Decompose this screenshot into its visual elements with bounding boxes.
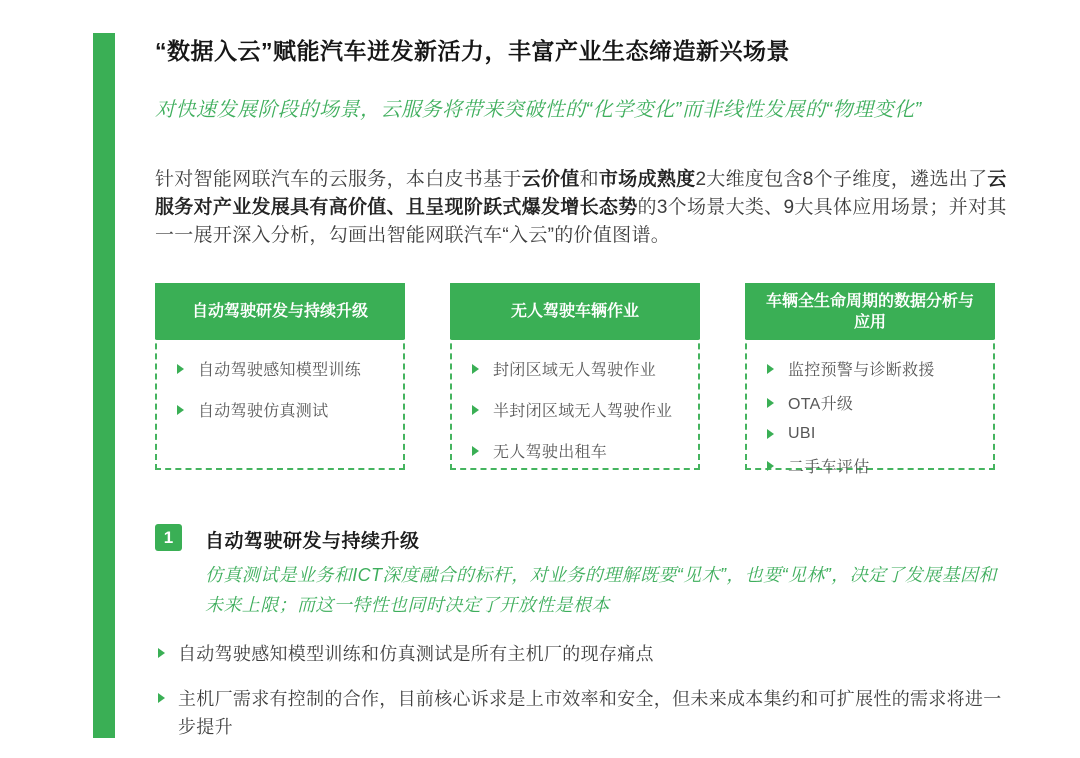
intro-segment-bold: 云价值 [521,169,580,190]
bullet-item [158,640,1010,668]
bullet-text: 主机厂需求有控制的合作，目前核心诉求是上市效率和安全，但未来成本集约和可扩展性的需求将进一步提升 [178,689,1002,737]
scenario-item-label: 自动驾驶感知模型训练 [198,362,362,379]
intro-segment-bold: 云服务对产业发展具有高价值、且呈现阶跃式爆发增长态势 [155,169,1007,218]
scenario-item [767,391,983,414]
triangle-bullet-icon [177,405,184,415]
section-quote: 仿真测试是业务和ICT深度融合的标杆，对业务的理解既要“见木”，也要“见林”，决定了发展基因和未来上限；而这一特性也同时决定了开放性是根本 [205,565,997,615]
triangle-bullet-icon [472,405,479,415]
triangle-bullet-icon [158,648,165,658]
scenario-item [472,398,688,421]
scenario-box-driverless-operation [450,283,700,470]
triangle-bullet-icon [767,429,774,439]
scenario-item [472,439,688,462]
scenario-box-items [157,340,403,421]
section-number-badge: 1 [155,524,182,551]
scenario-item [472,357,688,380]
scenario-item-label: 无人驾驶出租车 [493,444,608,461]
intro-segment: 针对智能网联汽车的云服务，本白皮书基于 [155,169,522,190]
triangle-bullet-icon [158,693,165,703]
scenario-item-label: 自动驾驶仿真测试 [198,403,329,420]
triangle-bullet-icon [767,398,774,408]
intro-segment: 2大维度包含8个子维度，遴选出了 [695,169,988,190]
scenario-item [177,398,393,421]
bullet-text: 自动驾驶感知模型训练和仿真测试是所有主机厂的现存痛点 [178,644,654,664]
triangle-bullet-icon [472,364,479,374]
scenario-item [767,454,983,477]
scenario-item [177,357,393,380]
intro-segment: 的3个场景大类、9大具体应用场景；并对其一一展开深入分析，勾画出智能网联汽车“入云”的价值图谱。 [155,197,1007,246]
scenario-item [767,425,983,443]
scenario-item [767,357,983,380]
triangle-bullet-icon [767,364,774,374]
scenario-box-items [452,340,698,462]
triangle-bullet-icon [472,446,479,456]
scenario-item-label: 半封闭区域无人驾驶作业 [493,403,673,420]
section-bullets [158,640,1010,758]
page-subtitle: 对快速发展阶段的场景，云服务将带来突破性的“化学变化”而非线性发展的“物理变化” [155,99,922,121]
scenario-item-label: 监控预警与诊断救援 [788,362,935,379]
scenario-box-lifecycle-data [745,283,995,476]
scenario-box-title: 无人驾驶车辆作业 [450,283,700,340]
intro-paragraph [155,166,1007,250]
triangle-bullet-icon [767,461,774,471]
scenario-box-title: 车辆全生命周期的数据分析与应用 [745,283,995,340]
scenario-boxes [155,283,995,476]
scenario-box-autonomous-rd [155,283,405,470]
left-accent-bar [93,33,115,738]
scenario-box-items [747,340,993,477]
scenario-box-title: 自动驾驶研发与持续升级 [155,283,405,340]
scenario-item-label: OTA升级 [788,396,854,413]
intro-segment: 和 [579,169,599,190]
scenario-item-label: 封闭区域无人驾驶作业 [493,362,657,379]
page-title: “数据入云”赋能汽车迸发新活力，丰富产业生态缔造新兴场景 [155,38,790,64]
bullet-item [158,685,1010,741]
triangle-bullet-icon [177,364,184,374]
intro-segment-bold: 市场成熟度 [598,169,696,190]
scenario-item-label: UBI [788,425,816,442]
section-title: 自动驾驶研发与持续升级 [205,531,420,552]
scenario-item-label: 二手车评估 [788,459,870,476]
